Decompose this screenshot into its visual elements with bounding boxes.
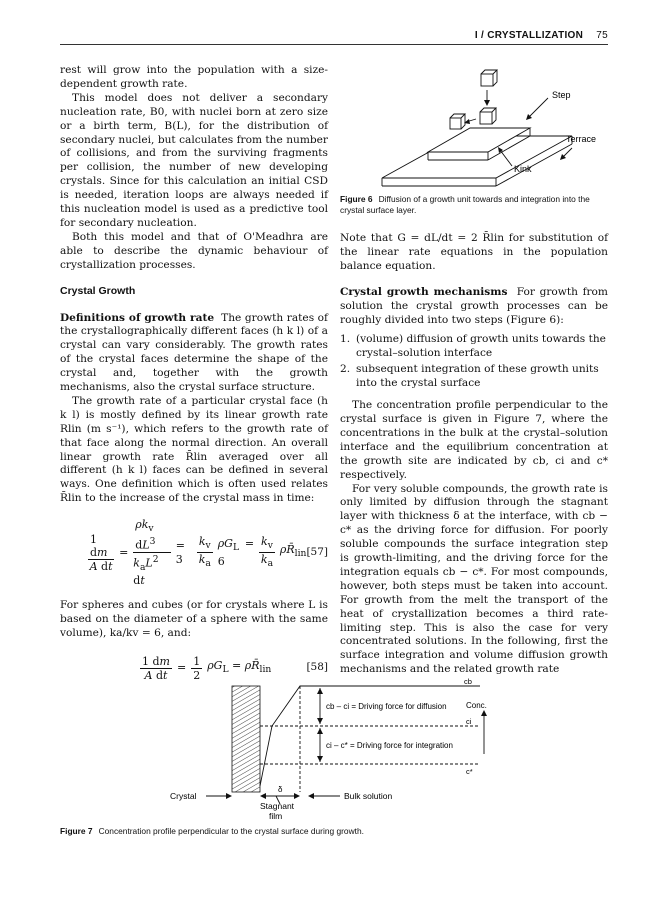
conc-label: Conc. — [466, 701, 487, 710]
integration-label: ci – c* = Driving force for integration — [326, 741, 453, 750]
running-title: I / CRYSTALLIZATION — [474, 30, 584, 41]
subheading: Definitions of growth rate — [60, 311, 215, 324]
step-label: Step — [552, 90, 571, 100]
equation-body: $\frac{1 dm}{\text{A dt}}$ = $\frac{1}{2}$ $\rho G_L$ = $\rho R̄_{lin}$ — [142, 654, 272, 682]
paragraph: This model does not deliver a secondary nucleation rate, B0, with nuclei born at zero size or a birth term, B(L), for the distribution of secondary nuclei, but calculates from the number of collisions, and from the surviving fragments per collision, the number of new developing crystals. Since for this calculation an initial CSD is needed, iteration loops are always needed if this nucleation model is used as a predictive tool for secondary nucleation. — [60, 91, 328, 229]
page-number: 75 — [596, 30, 608, 41]
bulk-label: Bulk solution — [344, 791, 393, 801]
list-item: 1. (volume) diffusion of growth units towards the crystal–solution interface — [340, 333, 606, 360]
caption-label: Figure 6 — [340, 194, 373, 204]
right-column — [340, 232, 608, 677]
figure-6-caption: Figure 6 Diffusion of a growth unit towards and integration into the crystal surface layer. — [340, 194, 590, 215]
concentration-profile-diagram — [160, 678, 520, 828]
figure-6 — [340, 62, 610, 202]
crystal-surface-diagram — [340, 62, 610, 202]
crystal-hatch — [232, 686, 260, 792]
paragraph: The growth rate of a particular crystal face (h k l) is mostly defined by its linear growth rate Rlin (m s⁻¹), which refers to the growth rate of that face along the normal direction. An overall linear growth rate R̄lin averaged over all different (h k l) faces can be defined in several ways. One definition which is often used relates R̄lin to the increase of the crystal mass in time: — [60, 394, 328, 505]
film-label: film — [269, 811, 283, 821]
equation-57 — [60, 518, 328, 587]
header-rule — [60, 44, 608, 45]
paragraph: The concentration profile perpendicular to the crystal surface is given in Figure 7, where the concentrations in the bulk at the crystal–solution interface and the equilibrium concentration at the growth site are indicated by cb, ci and c* respectively. — [340, 399, 608, 481]
kink-label: Kink — [514, 164, 532, 174]
cstar-label: c* — [466, 767, 473, 776]
figure-7 — [160, 678, 520, 828]
paragraph: Note that G = dL/dt = 2 R̄lin for substitution of the linear rate equations in the population balance equation. — [340, 232, 608, 272]
equation-number: [57] — [306, 545, 328, 558]
paragraph: For very soluble compounds, the growth rate is only limited by diffusion through the stagnant layer with thickness δ at the interface, with cb − c* as the driving force for diffusion. For poorly soluble compounds the surface integration step is growth-limiting, and the driving force for the integration equals cb − c*. For most compounds, however, both steps must be taken into account. For growth from the melt the transport of the heat of crystallization becomes a third rate-limiting step. This is also the case for very concentrated solutions. In the following, first the surface integration and volume diffusion growth mechanisms and the related growth rate — [340, 482, 608, 676]
stagnant-label: Stagnant — [260, 801, 295, 811]
paragraph: For spheres and cubes (or for crystals where L is based on the diameter of a sphere with the same volume), ka/kv = 6, and: — [60, 598, 328, 639]
paragraph: Crystal growth mechanisms For growth from solution the crystal growth processes can be roughly divided into two steps (Figure 6): — [340, 285, 608, 326]
ci-label: ci — [466, 717, 472, 726]
figure-7-caption: Figure 7 Concentration profile perpendicular to the crystal surface during growth. — [60, 826, 364, 836]
equation-body: $\frac{1 dm}{\text{A dt}}$ = $\frac{\rho k_v dL^3}{k_aL^2 dt}$ = 3 $\frac{k_v}{k_a}$ $\rho G_L = 6$ $\frac{k_v}{k_a}$ $\rho R̄_{lin}$ — [89, 518, 307, 587]
running-header — [475, 30, 608, 41]
paragraph: Both this model and that of O'Meadhra are able to describe the dynamic behaviour of crystallization processes. — [60, 230, 328, 271]
paragraph: rest will grow into the population with a size-dependent growth rate. — [60, 64, 328, 90]
left-column — [60, 64, 328, 694]
terrace-label: Terrace — [566, 134, 597, 144]
equation-number: [58] — [306, 661, 328, 674]
caption-label: Figure 7 — [60, 826, 93, 836]
step-list — [340, 333, 608, 391]
subheading: Crystal growth mechanisms — [340, 285, 508, 298]
list-item: 2. subsequent integration of these growth units into the crystal surface — [340, 363, 599, 390]
crystal-label: Crystal — [170, 791, 197, 801]
paragraph: Definitions of growth rate The growth rates of the crystallographically different faces (h k l) of a crystal can vary considerably. The growth rates of the crystal faces determine the shape of the crystal and, together with the growth mechanisms, also the crystal surface structure. — [60, 311, 328, 394]
diffusion-label: cb – ci = Driving force for diffusion — [326, 702, 447, 711]
cb-label: cb — [464, 678, 472, 686]
delta-label: δ — [278, 785, 283, 794]
section-heading: Crystal Growth — [60, 284, 136, 297]
